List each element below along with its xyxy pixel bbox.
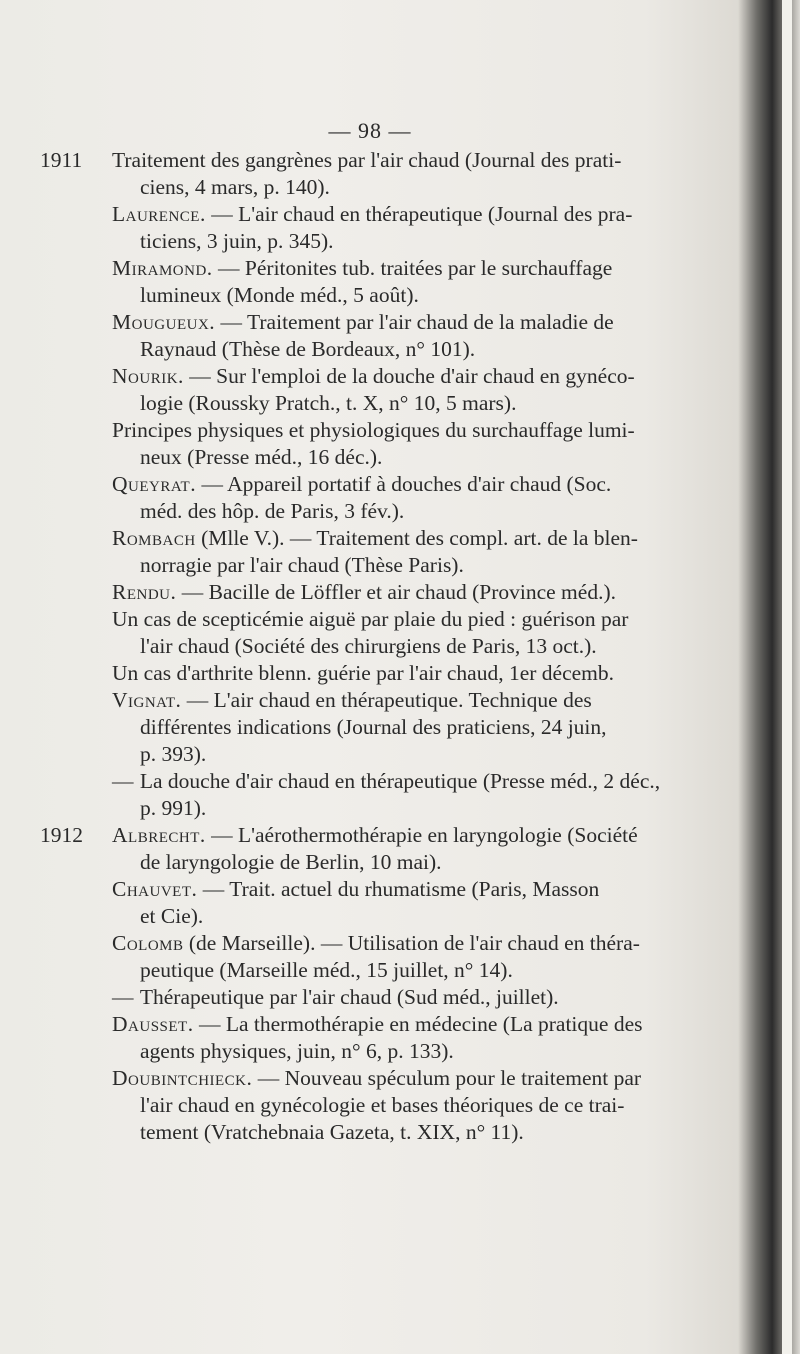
entry-text [112, 741, 736, 768]
entry-author: Chauvet. [112, 877, 198, 901]
entry-title: — L'air chaud en thérapeutique. Technique des [181, 688, 592, 712]
entry-text [112, 579, 736, 606]
entry-continuation: ciens, 4 mars, p. 140). [140, 175, 330, 199]
entry-continuation: norragie par l'air chaud (Thèse Paris). [140, 553, 464, 577]
entry-title: — La thermothérapie en médecine (La pratique des [193, 1012, 643, 1036]
entry-author: Laurence. [112, 202, 206, 226]
entry-first-line [112, 606, 736, 633]
entry-author: Rendu. [112, 580, 177, 604]
entry-first-line [112, 471, 736, 498]
entry-continuation: p. 991). [140, 796, 207, 820]
entry-continuation: et Cie). [140, 904, 204, 928]
entry-author: Miramond. [112, 256, 213, 280]
entry-title: (de Marseille). — Utilisation de l'air chaud en théra- [183, 931, 640, 955]
entry-continuation: p. 393). [140, 742, 207, 766]
entry-title: — Traitement par l'air chaud de la maladie de [215, 310, 614, 334]
bibliography-entry [0, 741, 760, 768]
entry-author: — [112, 769, 140, 793]
bibliography-entry [0, 984, 760, 1011]
entry-author: Queyrat. [112, 472, 197, 496]
entry-title: — Sur l'emploi de la douche d'air chaud en gynéco- [183, 364, 635, 388]
entry-continuation: ticiens, 3 juin, p. 345). [140, 229, 334, 253]
entry-title: — Nouveau spéculum pour le traitement par [252, 1066, 642, 1090]
entry-text [112, 984, 736, 1011]
bibliography-list [0, 147, 760, 1146]
entry-text [112, 255, 736, 309]
bibliography-entry [0, 201, 760, 255]
entry-author: Dausset. [112, 1012, 194, 1036]
entry-first-line [112, 525, 736, 552]
entry-first-line [112, 363, 736, 390]
entry-first-line [112, 687, 736, 714]
entry-text [112, 876, 736, 930]
bibliography-entry [0, 147, 760, 201]
bibliography-entry [0, 1011, 760, 1065]
entry-first-line [112, 660, 736, 687]
entry-text [112, 606, 736, 660]
bibliography-entry [0, 660, 760, 687]
entry-title: Thérapeutique par l'air chaud (Sud méd., juillet). [139, 985, 559, 1009]
entry-first-line [112, 822, 736, 849]
bibliography-entry [0, 606, 760, 660]
bibliography-entry [0, 309, 760, 363]
entry-title: Traitement des gangrènes par l'air chaud (Journal des prati- [112, 148, 622, 172]
entry-title: — Appareil portatif à douches d'air chaud (Soc. [196, 472, 612, 496]
entry-first-line [112, 930, 736, 957]
entry-text [112, 525, 736, 579]
entry-continuation: Raynaud (Thèse de Bordeaux, n° 101). [140, 337, 476, 361]
bibliography-entry [0, 471, 760, 525]
entry-continuation: différentes indications (Journal des praticiens, 24 juin, [140, 715, 607, 739]
entry-continuation: tement (Vratchebnaia Gazeta, t. XIX, n° 11). [140, 1120, 524, 1144]
entry-text [112, 309, 736, 363]
bibliography-entry [0, 1119, 760, 1146]
entry-text [112, 147, 736, 201]
bibliography-entry [0, 768, 760, 822]
entry-text [112, 471, 736, 525]
entry-continuation: logie (Roussky Pratch., t. X, n° 10, 5 mars). [140, 391, 517, 415]
entry-text [112, 930, 736, 984]
page-margin-strip [782, 0, 792, 1354]
entry-title: — Péritonites tub. traitées par le surchauffage [212, 256, 613, 280]
entry-text [112, 1119, 736, 1146]
entry-author: Albrecht. [112, 823, 206, 847]
entry-text [112, 201, 736, 255]
entry-continuation: agents physiques, juin, n° 6, p. 133). [140, 1039, 454, 1063]
bibliography-entry [0, 525, 760, 579]
entry-title: Principes physiques et physiologiques du surchauffage lumi- [112, 418, 635, 442]
entry-continuation: méd. des hôp. de Paris, 3 fév.). [140, 499, 405, 523]
bibliography-entry [0, 255, 760, 309]
entry-text [112, 660, 736, 687]
entry-text [112, 1065, 736, 1119]
bibliography-entry [0, 417, 760, 471]
bibliography-entry [0, 822, 760, 876]
entry-continuation: neux (Presse méd., 16 déc.). [140, 445, 383, 469]
bibliography-entry [0, 1065, 760, 1119]
entry-continuation: l'air chaud (Société des chirurgiens de Paris, 13 oct.). [140, 634, 597, 658]
entry-title: La douche d'air chaud en thérapeutique (Presse méd., 2 déc., [139, 769, 661, 793]
entry-title: — Trait. actuel du rhumatisme (Paris, Masson [197, 877, 600, 901]
page-number: — 98 — [328, 118, 412, 143]
bibliography-entry [0, 363, 760, 417]
entry-title: Un cas d'arthrite blenn. guérie par l'air chaud, 1er décemb. [112, 661, 615, 685]
bibliography-entry [0, 579, 760, 606]
entry-author: Nourik. [112, 364, 184, 388]
entry-first-line [112, 417, 736, 444]
entry-text [112, 417, 736, 471]
entry-title: — L'air chaud en thérapeutique (Journal des pra- [205, 202, 633, 226]
entry-year: 1912 [40, 823, 83, 847]
entry-first-line [112, 1011, 736, 1038]
entry-text [112, 363, 736, 417]
entry-first-line [112, 579, 736, 606]
entry-author: Mougueux. [112, 310, 216, 334]
entry-first-line [112, 768, 736, 795]
entry-author: Doubintchieck. [112, 1066, 253, 1090]
entry-text [112, 1011, 736, 1065]
entry-text [112, 768, 736, 822]
entry-first-line [112, 147, 736, 174]
entry-first-line [112, 984, 736, 1011]
entry-first-line [112, 255, 736, 282]
entry-first-line [112, 876, 736, 903]
entry-title: — L'aérothermothérapie en laryngologie (Société [205, 823, 638, 847]
entry-continuation: de laryngologie de Berlin, 10 mai). [140, 850, 442, 874]
entry-text [112, 822, 736, 876]
entry-first-line [112, 309, 736, 336]
entry-text [112, 687, 736, 741]
entry-continuation: lumineux (Monde méd., 5 août). [140, 283, 419, 307]
entry-first-line [112, 201, 736, 228]
entry-continuation: peutique (Marseille méd., 15 juillet, n° 14). [140, 958, 513, 982]
entry-continuation: l'air chaud en gynécologie et bases théoriques de ce trai- [140, 1093, 625, 1117]
entry-first-line [112, 1065, 736, 1092]
bibliography-entry [0, 876, 760, 930]
entry-author: Rombach [112, 526, 196, 550]
bibliography-entry [0, 687, 760, 741]
entry-author: Colomb [112, 931, 184, 955]
entry-title: Un cas de scepticémie aiguë par plaie du pied : guérison par [112, 607, 629, 631]
entry-title: (Mlle V.). — Traitement des compl. art. de la blen- [195, 526, 638, 550]
entry-author: — [112, 985, 140, 1009]
entry-author: Vignat. [112, 688, 182, 712]
bibliography-entry [0, 930, 760, 984]
entry-title: — Bacille de Löffler et air chaud (Province méd.). [176, 580, 616, 604]
entry-year: 1911 [40, 148, 83, 172]
